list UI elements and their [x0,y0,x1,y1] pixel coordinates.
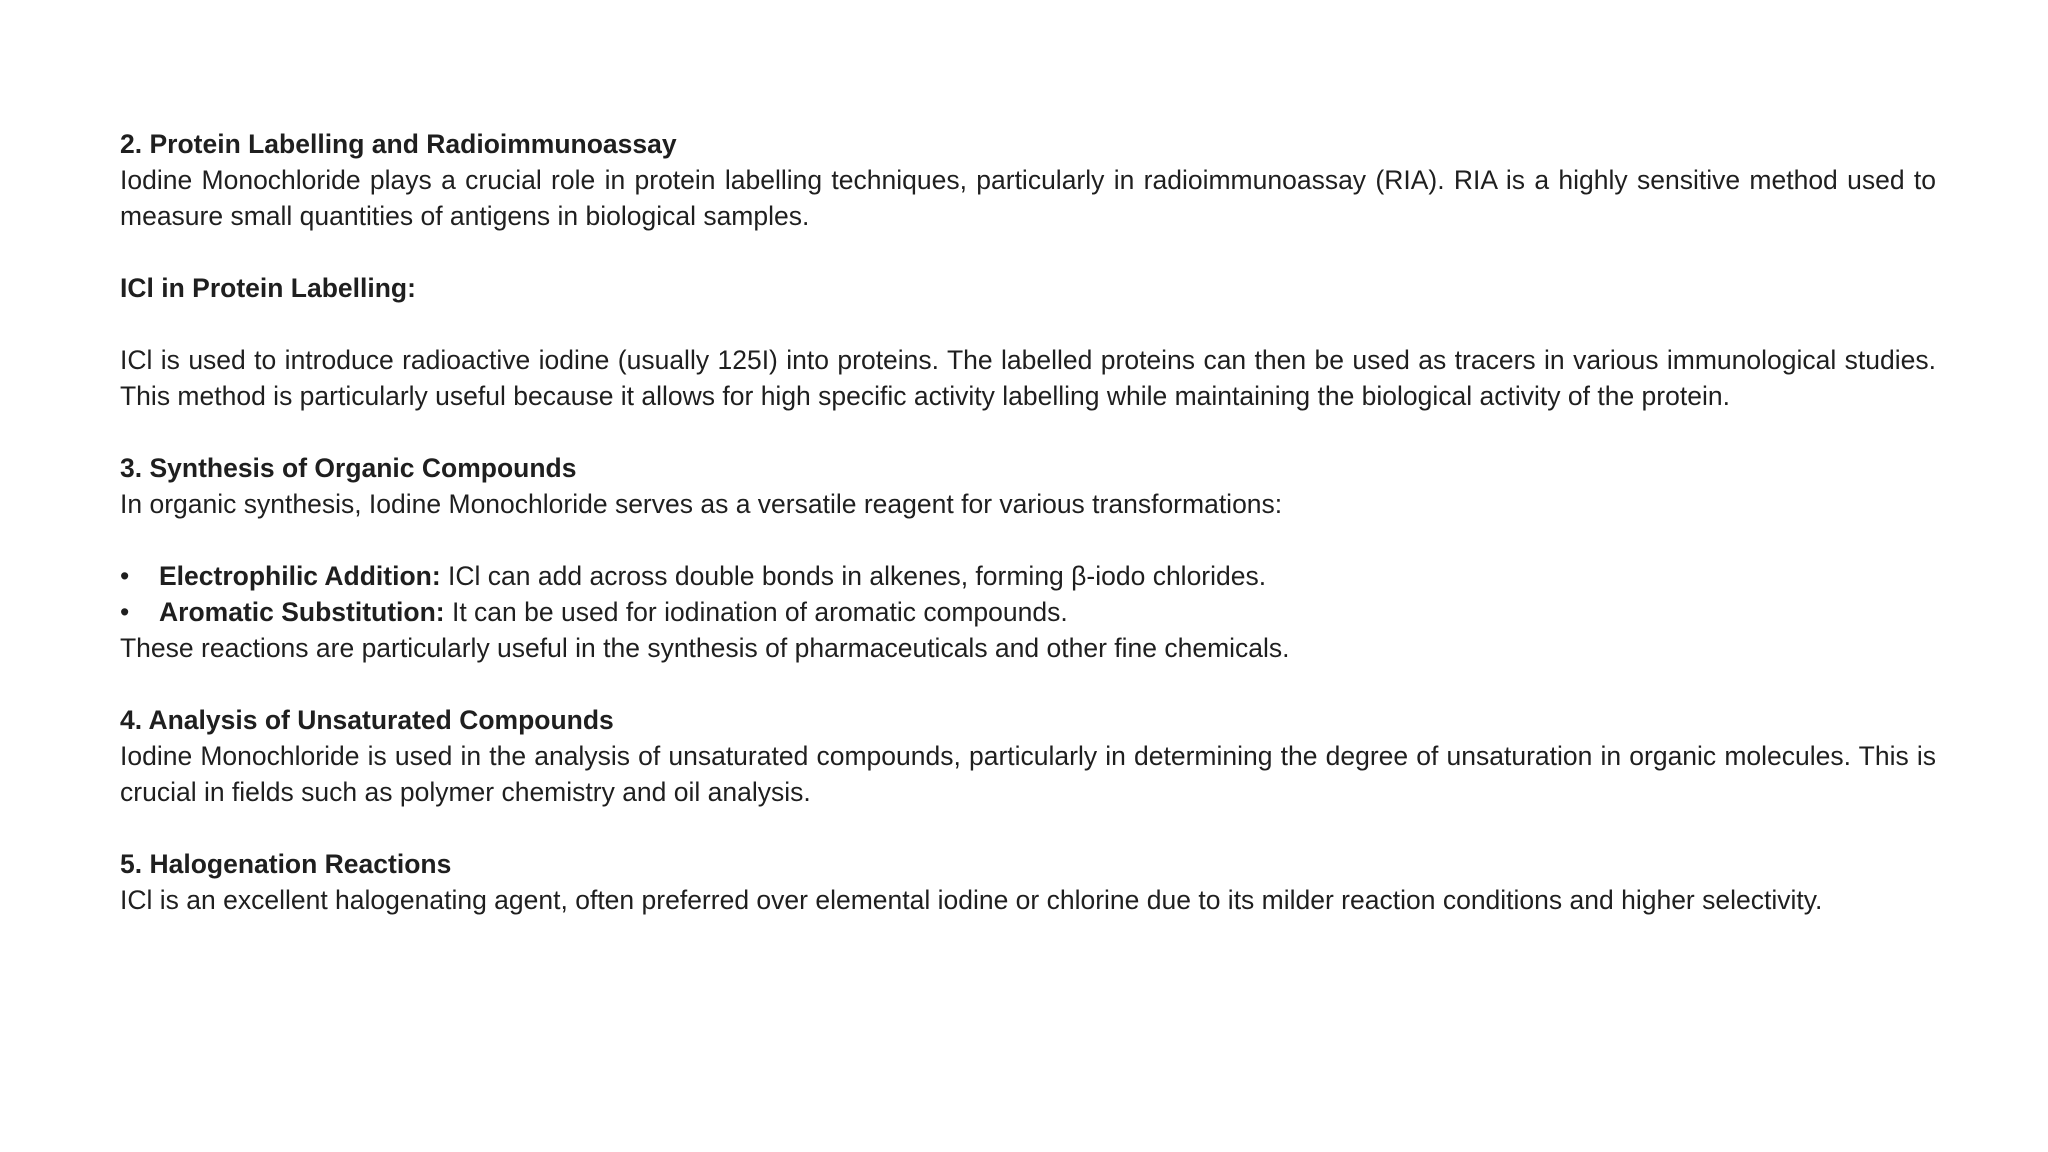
spacer [120,522,1936,558]
bullet-term: Electrophilic Addition: [159,561,441,591]
section-5-heading: 5. Halogenation Reactions [120,849,452,879]
reaction-bullet-list [120,558,1936,630]
spacer [120,666,1936,702]
protein-labelling-subheading: ICl in Protein Labelling: [120,273,416,303]
bullet-term: Aromatic Substitution: [159,597,445,627]
section-3-intro: In organic synthesis, Iodine Monochloride serves as a versatile reagent for various transformations: [120,489,1283,519]
section-2-heading: 2. Protein Labelling and Radioimmunoassay [120,129,677,159]
bullet-text: It can be used for iodination of aromatic compounds. [444,597,1068,627]
section-3-heading: 3. Synthesis of Organic Compounds [120,453,577,483]
list-item [120,594,1936,630]
spacer [120,414,1936,450]
section-5-paragraph: ICl is an excellent halogenating agent, often preferred over elemental iodine or chlorine due to its milder reaction conditions and higher selectivity. [120,885,1823,915]
section-3-outro: These reactions are particularly useful in the synthesis of pharmaceuticals and other fine chemicals. [120,633,1290,663]
spacer [120,306,1936,342]
bullet-icon: • [120,561,130,591]
bullet-icon: • [120,597,130,627]
list-item [120,558,1936,594]
protein-labelling-paragraph: ICl is used to introduce radioactive iodine (usually 125I) into proteins. The labelled proteins can then be used as tracers in various immunological studies. This method is particularly useful because it allows for high specific activity labelling while maintaining the biological activity of the protein. [120,345,1936,411]
section-4-heading: 4. Analysis of Unsaturated Compounds [120,705,614,735]
section-4-paragraph: Iodine Monochloride is used in the analysis of unsaturated compounds, particularly in determining the degree of unsaturation in organic molecules. This is crucial in fields such as polymer chemistry and oil analysis. [120,741,1936,807]
spacer [120,810,1936,846]
section-2-paragraph: Iodine Monochloride plays a crucial role in protein labelling techniques, particularly in radioimmunoassay (RIA). RIA is a highly sensitive method used to measure small quantities of antigens in biological samples. [120,165,1936,231]
spacer [120,234,1936,270]
bullet-text: ICl can add across double bonds in alkenes, forming β-iodo chlorides. [440,561,1267,591]
document-page [120,126,1936,918]
